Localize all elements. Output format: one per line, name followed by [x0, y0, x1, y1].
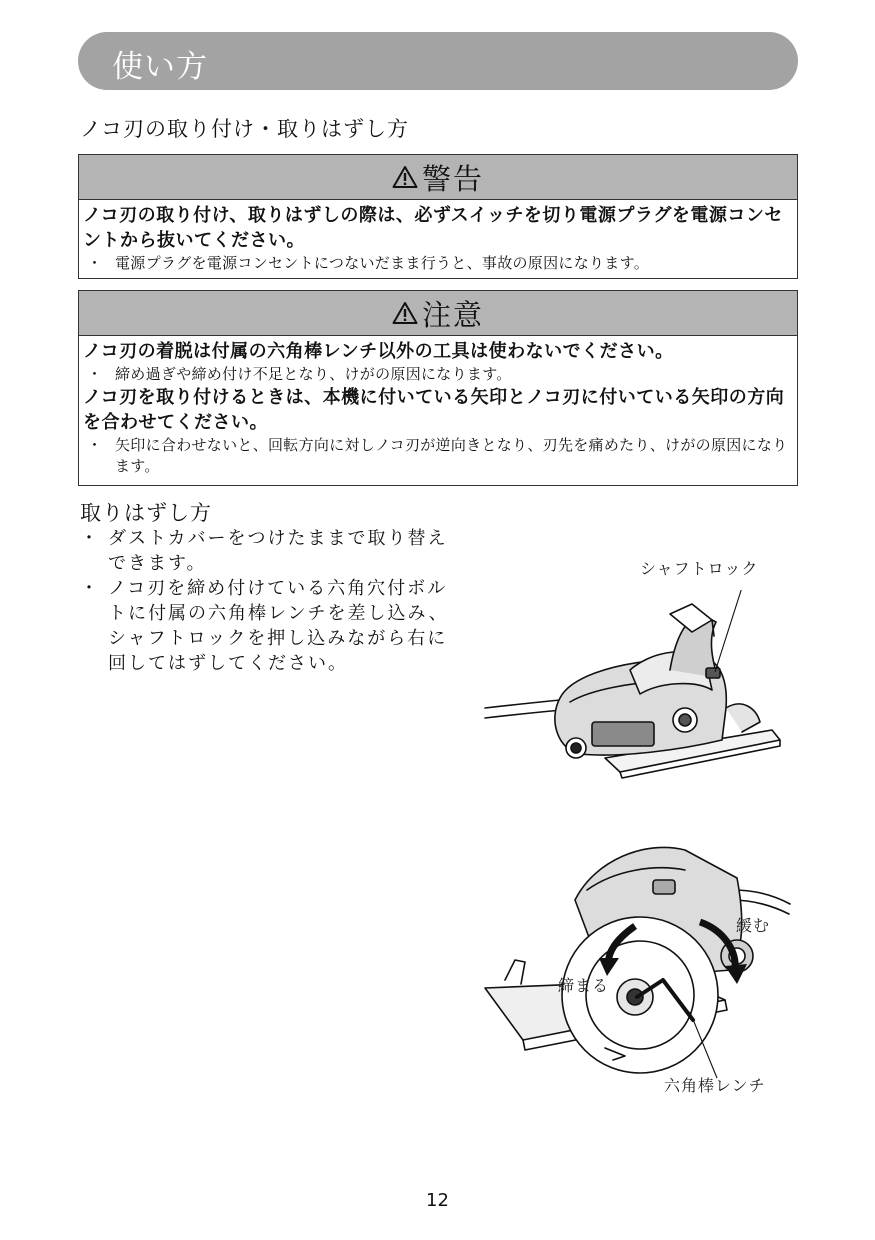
header-title: 使い方 [112, 49, 208, 85]
caution-main-text-2: ノコ刃を取り付けるときは、本機に付いている矢印とノコ刃に付いている矢印の方向を合わせてください。 [83, 387, 785, 433]
caution-box [78, 290, 798, 486]
loosen-arrowhead-icon [725, 964, 747, 984]
warning-header [79, 155, 797, 200]
removal-title: 取りはずし方 [80, 501, 212, 525]
caution-triangle-icon [392, 301, 418, 325]
page-number: 12 [426, 1190, 449, 1211]
removal-item-1 [80, 526, 465, 576]
caution-sub-text-2: 矢印に合わせないと、回転方向に対しノコ刃が逆向きとなり、刃先を痛めたり、けがの原因になります。 [115, 436, 788, 475]
caution-title: 注意 [421, 297, 484, 332]
bullet: ・ [87, 254, 103, 272]
removal-item-2-text: ノコ刃を締め付けている六角穴付ボルトに付属の六角棒レンチを差し込み、シャフトロックを押し込みながら右に回してはずしてください。 [108, 578, 449, 674]
removal-item-1-text: ダストカバーをつけたままで取り替えできます。 [108, 528, 448, 574]
warning-sub-item [83, 253, 791, 274]
saw-side-view-illustration [480, 590, 800, 790]
bullet: ・ [87, 436, 103, 454]
loosen-label: 緩む [736, 916, 771, 935]
shaft-lock-leader-line [715, 590, 745, 672]
caution-sub-item-2 [83, 435, 791, 477]
bullet: ・ [87, 365, 103, 383]
bullet: ・ [80, 528, 100, 549]
tighten-label: 締まる [558, 976, 610, 995]
caution-sub-item-1 [83, 364, 791, 385]
caution-sub-text-1: 締め過ぎや締め付け不足となり、けがの原因になります。 [115, 365, 512, 383]
caution-header [79, 291, 797, 336]
hex-wrench-label: 六角棒レンチ [664, 1076, 766, 1095]
shaft-lock-label: シャフトロック [640, 559, 759, 578]
blade-removal-illustration [475, 830, 795, 1080]
caution-main-text-1: ノコ刃の着脱は付属の六角棒レンチ以外の工具は使わないでください。 [83, 341, 674, 362]
removal-item-2 [80, 576, 465, 676]
warning-title: 警告 [421, 161, 484, 196]
header-banner [78, 32, 798, 90]
warning-main-text: ノコ刃の取り付け、取りはずしの際は、必ずスイッチを切り電源プラグを電源コンセントから抜いてください。 [83, 205, 783, 251]
section-title: ノコ刃の取り付け・取りはずし方 [80, 117, 409, 141]
warning-sub-text: 電源プラグを電源コンセントにつないだまま行うと、事故の原因になります。 [115, 254, 650, 272]
removal-list [80, 526, 465, 676]
warning-box [78, 154, 798, 279]
warning-triangle-icon [392, 165, 418, 189]
bullet: ・ [80, 578, 100, 599]
